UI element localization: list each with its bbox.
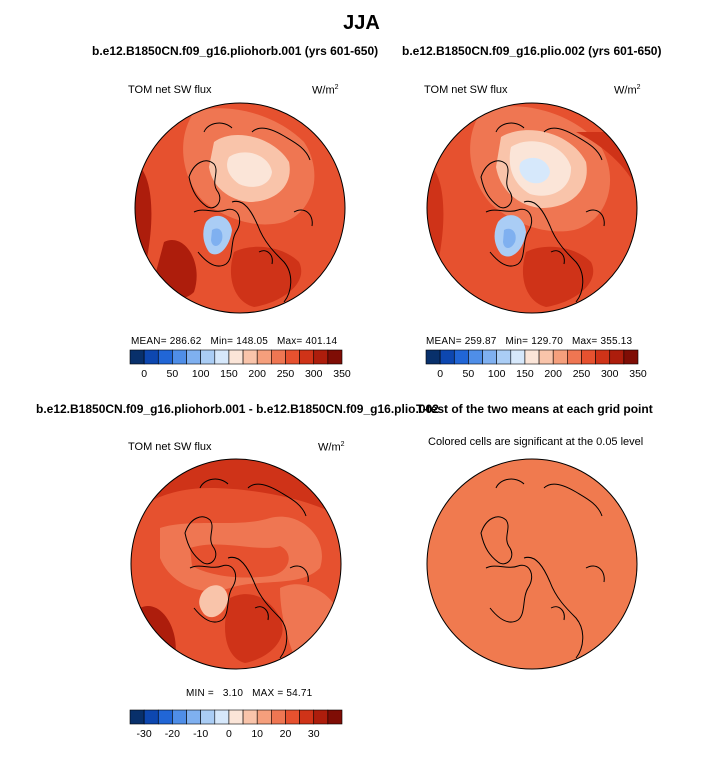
colorbar-swatch — [201, 350, 215, 364]
panel1-colorbar — [130, 350, 342, 364]
colorbar-tick-label: -20 — [164, 728, 180, 740]
colorbar-tick-label: 10 — [251, 728, 264, 740]
panel1-variable-label: TOM net SW flux — [128, 84, 212, 96]
colorbar-swatch — [525, 350, 539, 364]
colorbar-swatch — [215, 710, 229, 724]
colorbar-swatch — [130, 350, 144, 364]
panel4-map — [426, 458, 638, 670]
colorbar-swatch — [172, 350, 186, 364]
colorbar-swatch — [328, 350, 342, 364]
colorbar-tick-label: 250 — [276, 368, 295, 380]
panel1-stats: MEAN= 286.62 Min= 148.05 Max= 401.14 — [131, 336, 338, 347]
colorbar-swatch — [300, 710, 314, 724]
colorbar-tick-label: 250 — [572, 368, 591, 380]
colorbar-tick-label: 200 — [248, 368, 266, 380]
panel1-case-title: b.e12.B1850CN.f09_g16.pliohorb.001 (yrs 601-650) — [92, 44, 379, 58]
colorbar-swatch — [229, 710, 243, 724]
colorbar-swatch — [454, 350, 468, 364]
colorbar-swatch — [271, 350, 285, 364]
colorbar-swatch — [483, 350, 497, 364]
panel2-map — [426, 102, 638, 314]
colorbar-tick-label: 20 — [279, 728, 292, 740]
colorbar-swatch — [158, 350, 172, 364]
colorbar-tick-label: 30 — [307, 728, 320, 740]
colorbar-swatch — [539, 350, 553, 364]
panel1-map — [134, 102, 346, 314]
colorbar-tick-label: 0 — [437, 368, 444, 380]
colorbar-swatch — [581, 350, 595, 364]
colorbar-swatch — [201, 710, 215, 724]
panel2-case-title: b.e12.B1850CN.f09_g16.plio.002 (yrs 601-650) — [402, 44, 662, 58]
colorbar-swatch — [257, 350, 271, 364]
colorbar-swatch — [314, 350, 328, 364]
colorbar-swatch — [624, 350, 638, 364]
panel4-case-title: T-test of the two means at each grid point — [416, 402, 653, 416]
colorbar-swatch — [497, 350, 511, 364]
colorbar-swatch — [426, 350, 440, 364]
colorbar-tick-label: 300 — [304, 368, 323, 380]
panel2-stats: MEAN= 259.87 Min= 129.70 Max= 355.13 — [426, 336, 633, 347]
panel2-variable-label: TOM net SW flux — [424, 84, 508, 96]
panel4-subtitle: Colored cells are significant at the 0.05 level — [428, 436, 644, 448]
colorbar-swatch — [187, 350, 201, 364]
colorbar-swatch — [172, 710, 186, 724]
colorbar-tick-label: 300 — [600, 368, 619, 380]
colorbar-swatch — [440, 350, 454, 364]
colorbar-swatch — [187, 710, 201, 724]
colorbar-swatch — [243, 710, 257, 724]
panel3-case-title: b.e12.B1850CN.f09_g16.pliohorb.001 - b.e12.B1850CN.f09_g16.plio.002 — [36, 402, 439, 416]
colorbar-swatch — [215, 350, 229, 364]
colorbar-tick-label: 100 — [191, 368, 210, 380]
colorbar-swatch — [229, 350, 243, 364]
colorbar-tick-label: 50 — [166, 368, 179, 380]
colorbar-swatch — [567, 350, 581, 364]
colorbar-tick-label: -10 — [193, 728, 209, 740]
colorbar-tick-label: -30 — [136, 728, 152, 740]
page-title: JJA — [343, 12, 380, 34]
panel3-variable-label: TOM net SW flux — [128, 441, 212, 453]
panel3-stats: MIN = 3.10 MAX = 54.71 — [186, 688, 313, 699]
panel2-units-label: $W/m^2$ — [614, 84, 641, 97]
colorbar-swatch — [285, 350, 299, 364]
colorbar-swatch — [610, 350, 624, 364]
colorbar-swatch — [553, 350, 567, 364]
colorbar-swatch — [144, 710, 158, 724]
colorbar-tick-label: 150 — [220, 368, 238, 380]
panel3-map — [130, 458, 342, 670]
colorbar-swatch — [243, 350, 257, 364]
panel2-colorbar — [426, 350, 638, 364]
colorbar-tick-label: 200 — [544, 368, 562, 380]
colorbar-swatch — [300, 350, 314, 364]
panel1-units-label: $W/m^2$ — [312, 84, 339, 97]
colorbar-tick-label: 50 — [462, 368, 475, 380]
colorbar-swatch — [130, 710, 144, 724]
panel3-units-label: $W/m^2$ — [318, 441, 345, 454]
colorbar-tick-label: 100 — [487, 368, 506, 380]
colorbar-swatch — [144, 350, 158, 364]
colorbar-swatch — [158, 710, 172, 724]
colorbar-swatch — [468, 350, 482, 364]
colorbar-tick-label: 350 — [333, 368, 351, 380]
colorbar-tick-label: 350 — [629, 368, 647, 380]
panel3-colorbar — [130, 710, 342, 724]
colorbar-tick-label: 0 — [141, 368, 148, 380]
colorbar-swatch — [285, 710, 299, 724]
colorbar-swatch — [596, 350, 610, 364]
colorbar-tick-label: 150 — [516, 368, 534, 380]
colorbar-swatch — [511, 350, 525, 364]
colorbar-swatch — [328, 710, 342, 724]
colorbar-swatch — [271, 710, 285, 724]
colorbar-swatch — [314, 710, 328, 724]
colorbar-tick-label: 0 — [226, 728, 232, 740]
colorbar-swatch — [257, 710, 271, 724]
